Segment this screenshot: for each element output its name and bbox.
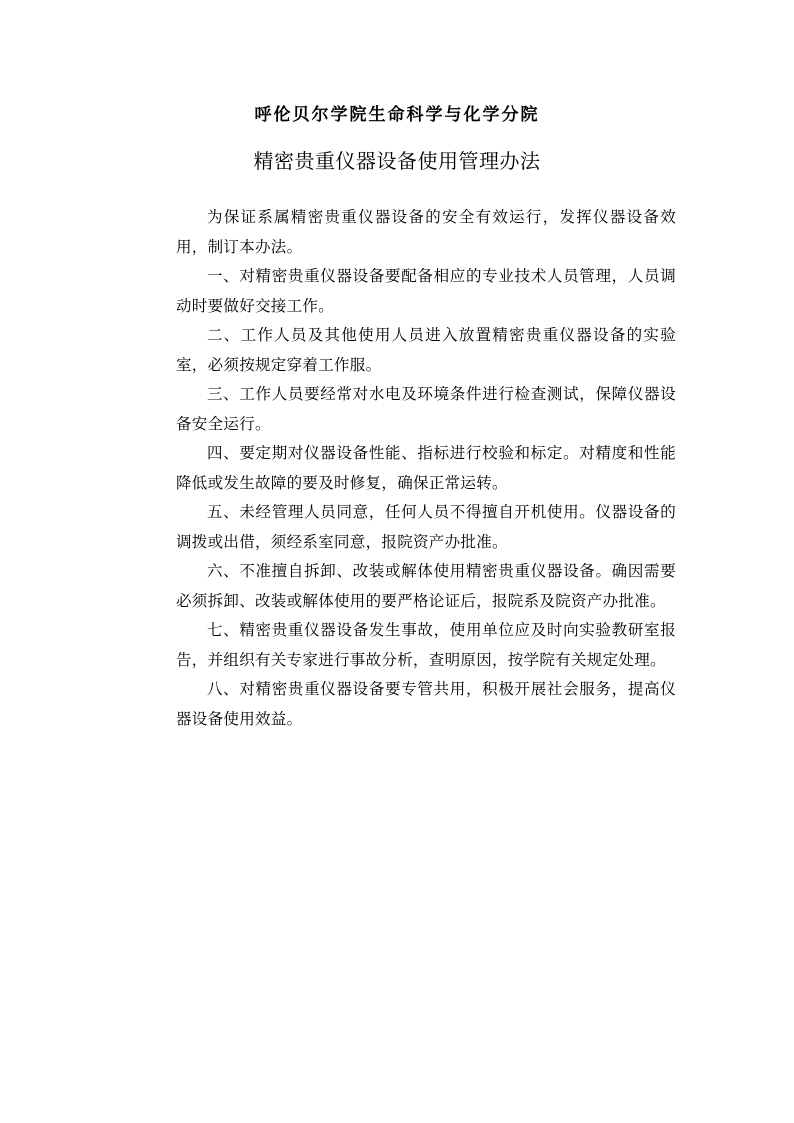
paragraph-rule-1: 一、对精密贵重仪器设备要配备相应的专业技术人员管理，人员调动时要做好交接工作。 [176, 267, 676, 315]
paragraph-rule-7: 七、精密贵重仪器设备发生事故，使用单位应及时向实验教研室报告，并组织有关专家进行事故分析，查明原因，按学院有关规定处理。 [176, 621, 676, 669]
paragraph-rule-6: 六、不准擅自拆卸、改装或解体使用精密贵重仪器设备。确因需要必须拆卸、改装或解体使用的要严格论证后，报院系及院资产办批准。 [176, 562, 676, 610]
institution-header: 呼伦贝尔学院生命科学与化学分院 [254, 105, 540, 125]
paragraph-rule-2: 二、工作人员及其他使用人员进入放置精密贵重仪器设备的实验室，必须按规定穿着工作服。 [176, 326, 676, 374]
paragraph-intro: 为保证系属精密贵重仪器设备的安全有效运行，发挥仪器设备效用，制订本办法。 [176, 208, 676, 256]
paragraph-rule-8: 八、对精密贵重仪器设备要专管共用，积极开展社会服务，提高仪器设备使用效益。 [176, 680, 676, 728]
paragraph-rule-3: 三、工作人员要经常对水电及环境条件进行检查测试，保障仪器设备安全运行。 [176, 385, 676, 433]
paragraph-rule-4: 四、要定期对仪器设备性能、指标进行校验和标定。对精度和性能降低或发生故障的要及时修复，确保正常运转。 [176, 444, 676, 492]
document-title: 精密贵重仪器设备使用管理办法 [253, 149, 541, 173]
document-body [176, 203, 676, 734]
paragraph-rule-5: 五、未经管理人员同意，任何人员不得擅自开机使用。仪器设备的调拨或出借，须经系室同意，报院资产办批准。 [176, 503, 676, 551]
